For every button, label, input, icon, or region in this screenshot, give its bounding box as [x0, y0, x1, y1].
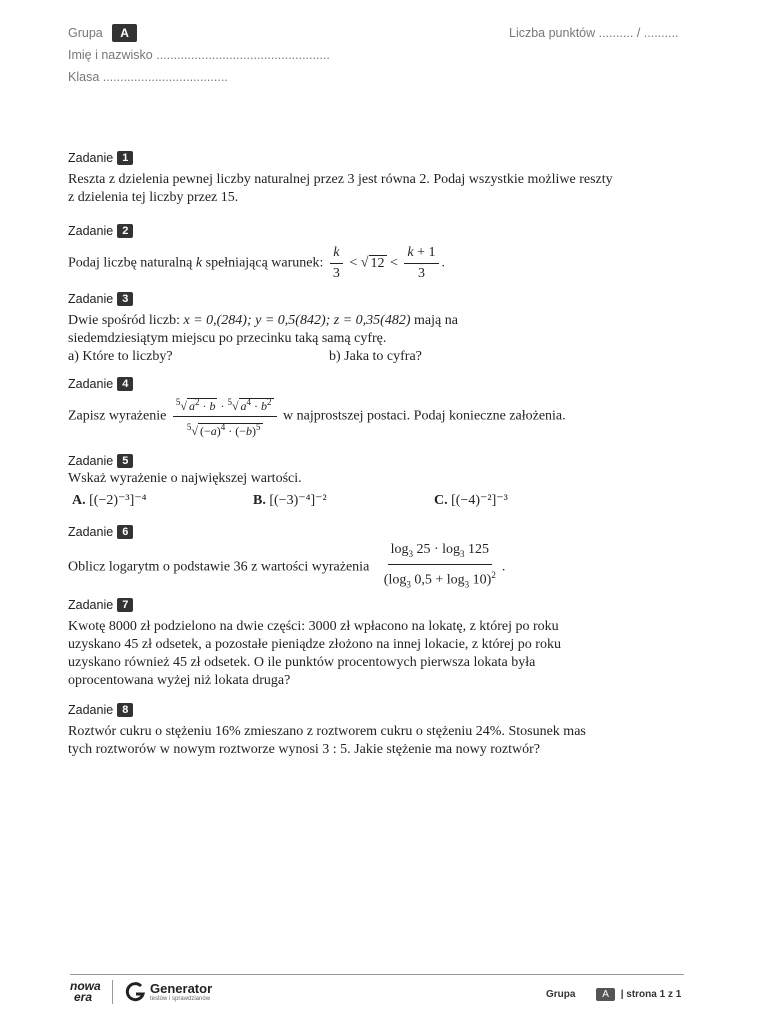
task-8 [68, 703, 628, 759]
numbers-expression: x = 0,(284); y = 0,5(842); z = 0,35(482) [183, 313, 411, 328]
footer-group-label: Grupa [546, 989, 576, 1000]
task-text-line1: Dwie spośród liczb: [68, 313, 180, 328]
task-number-badge: 2 [117, 224, 133, 238]
task-subquestions [68, 348, 628, 366]
task-label [68, 598, 628, 612]
task-word: Zadanie [68, 292, 114, 306]
task-number-badge: 4 [117, 377, 133, 391]
variable-k: k [195, 255, 203, 271]
generator-logo-icon [123, 980, 147, 1009]
task-3 [68, 292, 628, 366]
task-text-line1-end: mają na [414, 313, 458, 328]
logo-nowa: nowa [70, 979, 101, 993]
page-number: | strona 1 z 1 [620, 989, 682, 1000]
task-text: Oblicz logarytm o podstawie 36 z wartości wyrażenia $\frac{\log_3 25 \cdot \log_3 125}{(\log_3 0,5 + \log_3 10)^2}$ . [68, 541, 628, 593]
task-word: Zadanie [68, 151, 114, 165]
task-text: Podaj liczbę naturalną k spełniającą warunek: $\frac{k}{3}$ < √ 12 < $\frac{k + 1}{3}$ . [68, 245, 446, 281]
task-4 [68, 377, 628, 440]
option-c [434, 492, 508, 510]
points-label: Liczba punktów .......... / .......... [509, 26, 679, 40]
task-word: Zadanie [68, 224, 114, 238]
group-label: Grupa [68, 26, 103, 40]
fraction-k-plus-1-over-3: $\frac{k + 1}{3}$ [404, 244, 438, 283]
task-text: Kwotę 8000 zł podzielono na dwie części: 3000 zł wpłacono na lokatę, z której po roku uzyskano 45 zł odsetek, a pozostałe pieniądze złożono na innej lokacie, z której po roku uzyskano również 45 zł odsetek. O ile punktów procentowych pierwsza lokata była oprocentowana wyżej niż lokata druga? [68, 619, 561, 688]
generator-logo [150, 981, 212, 1002]
task-text: Wskaż wyrażenie o największej wartości. [68, 471, 302, 486]
log-fraction: $\frac{\log_3 25 \cdot \log_3 125}{(\log_3 0,5 + \log_3 10)^2}$ [383, 542, 496, 590]
task-text [68, 393, 628, 440]
task-7 [68, 598, 628, 690]
task-number-badge: 7 [117, 598, 133, 612]
task-text-before: Podaj liczbę naturalną [68, 255, 193, 271]
answer-options [72, 492, 628, 510]
task-text-before: Zapisz wyrażenie [68, 408, 167, 424]
task-word: Zadanie [68, 703, 114, 717]
task-text-before: Oblicz logarytm o podstawie 36 z wartości wyrażenia [68, 559, 370, 575]
task-1 [68, 151, 628, 207]
nowa-era-logo [70, 981, 101, 1003]
subquestion-a: a) Które to liczby? [68, 349, 173, 364]
generator-title: Generator [150, 981, 213, 996]
task-label [68, 292, 628, 306]
class-field-label: Klasa .................................... [68, 70, 228, 84]
task-word: Zadanie [68, 525, 114, 539]
task-word: Zadanie [68, 454, 114, 468]
task-text: Roztwór cukru o stężeniu 16% zmieszano z roztworem cukru o stężeniu 24%. Stosunek mas tych roztworów w nowym roztworze wynosi 3 : 5. Jakie stężenie ma nowy roztwór? [68, 724, 586, 757]
group-badge: A [112, 24, 137, 42]
task-label [68, 703, 628, 717]
task-text-line2: siedemdziesiątym miejscu po przecinku taką samą cyfrę. [68, 331, 387, 346]
option-expression: [(−2)⁻³]⁻⁴ [89, 493, 147, 508]
task-label [68, 151, 628, 165]
task-text-after: w najprostszej postaci. Podaj konieczne założenia. [283, 408, 566, 424]
group-header [68, 24, 137, 42]
footer-group-badge: A [596, 988, 615, 1001]
option-expression: [(−4)⁻²]⁻³ [451, 493, 508, 508]
option-expression: [(−3)⁻⁴]⁻² [269, 493, 327, 508]
option-label: C. [434, 493, 448, 508]
option-b [253, 492, 434, 510]
task-word: Zadanie [68, 377, 114, 391]
task-6 [68, 525, 628, 593]
radical-fraction: $\frac{^5√ a^2 \cdot b \cdot ^5√ a^4 \cdot b^2}{^5√ (-a)^4 \cdot (-b)^5}$ [173, 393, 277, 440]
option-label: A. [72, 493, 86, 508]
task-number-badge: 6 [117, 525, 133, 539]
task-label [68, 224, 628, 238]
task-text [68, 312, 538, 348]
task-number-badge: 5 [117, 454, 133, 468]
logo-era: era [74, 990, 93, 1004]
task-text-after: spełniającą warunek: [205, 255, 324, 271]
task-number-badge: 3 [117, 292, 133, 306]
footer-divider [70, 974, 684, 975]
task-word: Zadanie [68, 598, 114, 612]
task-label [68, 377, 628, 391]
option-label: B. [253, 493, 266, 508]
footer-page-info [546, 988, 681, 1001]
task-2 [68, 224, 628, 283]
name-field-label: Imię i nazwisko .................................................. [68, 48, 330, 62]
option-a [72, 492, 253, 510]
fraction-k-over-3: $\frac{k}{3}$ [330, 244, 343, 283]
task-label [68, 525, 628, 539]
task-text: Reszta z dzielenia pewnej liczby naturalnej przez 3 jest równa 2. Podaj wszystkie możliwe reszty z dzielenia tej liczby przez 15. [68, 172, 613, 205]
task-label [68, 454, 628, 468]
logo-separator [112, 980, 113, 1004]
task-5 [68, 454, 628, 510]
task-number-badge: 8 [117, 703, 133, 717]
subquestion-b: b) Jaka to cyfra? [329, 349, 422, 364]
task-number-badge: 1 [117, 151, 133, 165]
generator-subtitle: testów i sprawdzianów [150, 996, 211, 1002]
